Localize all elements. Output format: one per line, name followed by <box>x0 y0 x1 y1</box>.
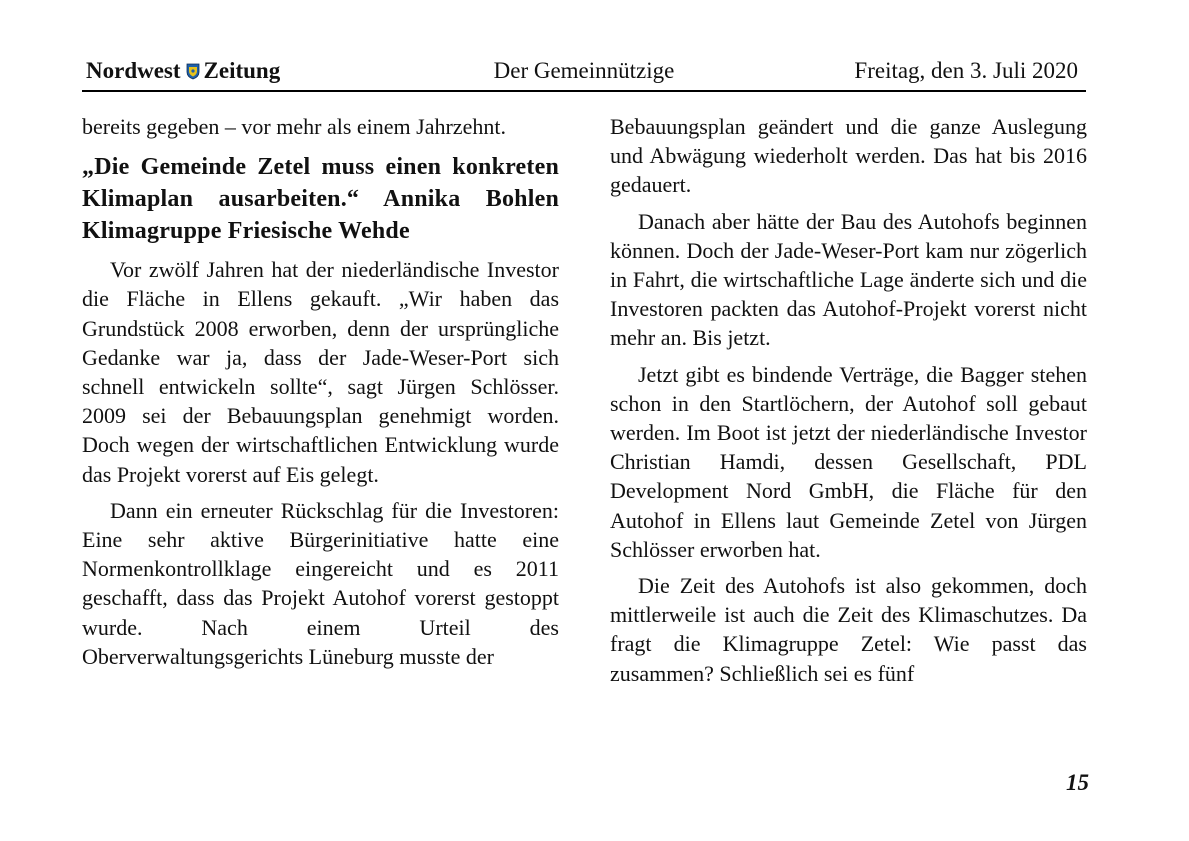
masthead-right: Zeitung <box>203 58 281 83</box>
section-title: Der Gemeinnützige <box>493 58 675 83</box>
masthead-left: Nordwest <box>86 58 181 83</box>
paragraph: Dann ein erneuter Rückschlag für die Investoren: Eine sehr aktive Bürgerinitiative hatte eine Normenkontrollklage eingereicht und es 2011 geschafft, dass das Projekt Autohof vorerst gestoppt wurde. Nach einem Urteil des Oberverwaltungsgerichts Lüneburg musste der <box>82 497 559 669</box>
article-column-right <box>610 112 1087 695</box>
paragraph: Vor zwölf Jahren hat der niederländische Investor die Fläche in Ellens gekauft. „Wir haben das Grundstück 2008 erworben, denn der ursprüngliche Gedanke war ja, dass der Jade-Weser-Port sich schnell entwickeln sollte“, sagt Jürgen Schlösser. 2009 sei der Bebauungsplan genehmigt worden. Doch wegen der wirtschaftlichen Entwicklung wurde das Projekt vorerst auf Eis gelegt. <box>82 257 559 487</box>
paragraph: Danach aber hätte der Bau des Autohofs beginnen können. Doch der Jade-Weser-Port kam nur zögerlich in Fahrt, die wirtschaftliche Lage änderte sich und die Investoren packten das Autohof-Projekt vorerst nicht mehr an. Bis jetzt. <box>610 208 1087 351</box>
page-number: 15 <box>1066 770 1089 795</box>
issue-date: Freitag, den 3. Juli 2020 <box>854 58 1078 83</box>
pull-quote: „Die Gemeinde Zetel muss einen konkreten Klimaplan ausarbeiten.“ Annika Bohlen Klimagruppe Friesische Wehde <box>82 154 559 245</box>
article-column-left <box>82 112 559 678</box>
page-header <box>82 56 1086 92</box>
paragraph: Bebauungsplan geändert und die ganze Auslegung und Abwägung wiederholt werden. Das hat bis 2016 gedauert. <box>610 114 1087 198</box>
paragraph: bereits gegeben – vor mehr als einem Jahrzehnt. <box>82 114 506 139</box>
paragraph: Die Zeit des Autohofs ist also gekommen, doch mittlerweile ist auch die Zeit des Klimaschutzes. Da fragt die Klimagruppe Zetel: Wie passt das zusammen? Schließlich sei es fünf <box>610 573 1087 686</box>
paragraph: Jetzt gibt es bindende Verträge, die Bagger stehen schon in den Startlöchern, der Autohof soll gebaut werden. Im Boot ist jetzt der niederländische Investor Christian Hamdi, dessen Gesellschaft, PDL Development Nord GmbH, die Fläche für den Autohof in Ellens laut Gemeinde Zetel von Jürgen Schlösser erworben hat. <box>610 361 1087 562</box>
